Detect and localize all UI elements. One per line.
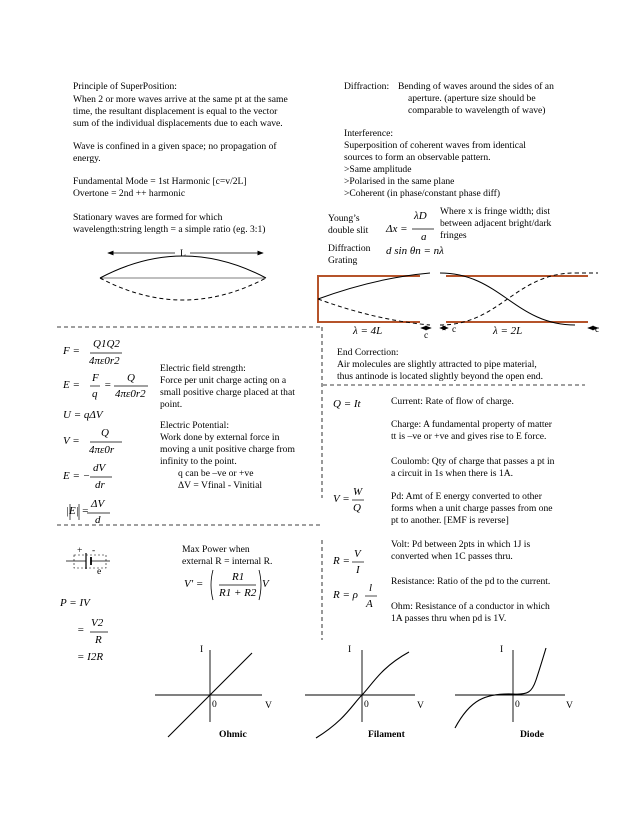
pd-definition: Pd: Amt of E energy converted to other	[391, 491, 542, 502]
grating-label: Diffraction	[328, 243, 371, 254]
grating-formula: d sin θn = nλ	[386, 245, 444, 257]
potential-line: infinity to the point.	[160, 456, 237, 467]
end-correction-title: End Correction:	[337, 347, 399, 358]
resistance-eq-den: I	[356, 564, 360, 576]
resistance-definition: Resistance: Ratio of the pd to the current.	[391, 576, 551, 587]
potential-line: Work done by external force in	[160, 432, 280, 443]
end-correction-line: thus antinode is located slightly beyond the open end.	[337, 371, 543, 382]
open-pipe-eq: λ = 2L	[493, 325, 523, 337]
end-correction-line: Air molecules are slightly attracted to pipe material,	[337, 359, 537, 370]
pd-definition: forms when a unit charge passes from one	[391, 503, 553, 514]
divider-eq-tail: V	[262, 578, 269, 590]
coulomb-law-lhs: F =	[63, 345, 80, 357]
coulomb-law-den: 4πε0r2	[89, 355, 120, 367]
uniform-field-lhs: |E| =	[66, 505, 89, 517]
charge-eq: Q = It	[333, 398, 361, 410]
superposition-line: sum of the individual displacements due to each wave.	[73, 118, 283, 129]
young-formula-num: λD	[414, 210, 427, 222]
volt-definition: Volt: Pd between 2pts in which 1J is	[391, 539, 531, 550]
charge-definition: tt is –ve or +ve and gives rise to E force.	[391, 431, 547, 442]
cell-emf: e	[97, 566, 102, 577]
charge-definition: Charge: A fundamental property of matter	[391, 419, 553, 430]
max-power-line: Max Power when	[182, 544, 250, 555]
diode-axis-y: I	[500, 644, 504, 655]
field-eq-num: Q	[127, 372, 135, 384]
field-eq-den: q	[92, 388, 98, 400]
filament-label: Filament	[368, 729, 405, 740]
cell-minus: -	[92, 545, 96, 556]
delta-v-note: ΔV = Vfinal - Vinitial	[178, 480, 263, 491]
diode-curve	[455, 648, 546, 728]
resistivity-eq-num: l	[369, 582, 373, 594]
stationary-line: Stationary waves are formed for which	[73, 212, 223, 223]
field-eq-equals: =	[104, 379, 112, 391]
pd-eq-lhs: V =	[333, 493, 350, 505]
interference-title: Interference:	[344, 128, 393, 139]
young-label: double slit	[328, 225, 369, 236]
coulomb-law-num: Q1Q2	[93, 338, 120, 350]
volt-definition: converted when 1C passes thru.	[391, 551, 513, 562]
young-desc: fringes	[440, 230, 467, 241]
resistance-eq-num: V	[354, 548, 361, 560]
interference-line: >Same amplitude	[344, 164, 412, 175]
resistance-eq-lhs: R =	[333, 555, 350, 567]
closed-pipe-eq: λ = 4L	[353, 325, 383, 337]
filament-axis-y: I	[348, 644, 352, 655]
power-eq2-num: V2	[91, 617, 104, 629]
power-eq3: = I2R	[77, 651, 104, 663]
potential-eq-num: Q	[101, 427, 109, 439]
young-label: Young’s	[328, 213, 360, 224]
filament-axis-x: V	[417, 700, 424, 711]
resistivity-eq-den: A	[366, 598, 373, 610]
ohmic-origin: 0	[212, 699, 217, 710]
end-correction-c: c	[424, 330, 429, 341]
ohmic-label: Ohmic	[219, 729, 247, 740]
superposition-title: Principle of SuperPosition:	[73, 81, 177, 92]
max-power-line: external R = internal R.	[182, 556, 273, 567]
power-eq2-den: R	[95, 634, 102, 646]
diffraction-line: Bending of waves around the sides of an	[398, 81, 554, 92]
potential-line: moving a unit positive charge from	[160, 444, 295, 455]
pd-definition: pt to another. [EMF is reverse]	[391, 515, 509, 526]
cell-plus: +	[77, 545, 83, 556]
energy-eq: U = qΔV	[63, 409, 103, 421]
current-definition: Current: Rate of flow of charge.	[391, 396, 514, 407]
coulomb-definition: Coulomb: Qty of charge that passes a pt in	[391, 456, 555, 467]
interference-line: Superposition of coherent waves from identical	[344, 140, 526, 151]
ohm-definition: 1A passes thru when pd is 1V.	[391, 613, 507, 624]
superposition-line: time, the resultant displacement is equal to the vector	[73, 106, 278, 117]
potential-eq-den: 4πε0r	[89, 444, 115, 456]
pd-eq-num: W	[353, 486, 363, 498]
diode-axis-x: V	[566, 700, 573, 711]
superposition-line: When 2 or more waves arrive at the same pt at the same	[73, 94, 288, 105]
ohmic-axis-x: V	[265, 700, 272, 711]
gradient-eq-lhs: E = −	[63, 470, 91, 482]
diffraction-line: comparable to wavelength of wave)	[408, 105, 546, 116]
end-correction-c: c	[452, 324, 457, 335]
field-strength-line: point.	[160, 399, 183, 410]
diode-label: Diode	[520, 729, 544, 740]
potential-eq-lhs: V =	[63, 435, 80, 447]
field-strength-line: small positive charge placed at that	[160, 387, 295, 398]
ohmic-axis-y: I	[200, 644, 204, 655]
uniform-field-num: ΔV	[91, 498, 105, 510]
resistivity-eq-lhs: R = ρ	[333, 589, 358, 601]
young-formula-lhs: Δx =	[386, 223, 408, 235]
string-length-label: L	[180, 248, 186, 259]
filament-origin: 0	[364, 699, 369, 710]
divider-eq-den: R1 + R2	[219, 587, 257, 599]
potential-line: Electric Potential:	[160, 420, 229, 431]
interference-line: >Polarised in the same plane	[344, 176, 455, 187]
fundamental-mode: Fundamental Mode = 1st Harmonic [c=v/2L]	[73, 176, 247, 187]
diffraction-label: Diffraction:	[344, 81, 390, 92]
interference-line: sources to form an observable pattern.	[344, 152, 491, 163]
field-strength-line: Force per unit charge acting on a	[160, 375, 287, 386]
field-eq-den: 4πε0r2	[115, 388, 146, 400]
grating-label: Grating	[328, 255, 358, 266]
diode-origin: 0	[515, 699, 520, 710]
coulomb-definition: a circuit in 1s when there is 1A.	[391, 468, 514, 479]
young-desc: between adjacent bright/dark	[440, 218, 552, 229]
interference-line: >Coherent (in phase/constant phase diff)	[344, 188, 501, 199]
charge-sign-note: q can be –ve or +ve	[178, 468, 254, 479]
young-desc: Where x is fringe width; dist	[440, 206, 551, 217]
divider-eq-lhs: V′ =	[184, 578, 204, 590]
overtone: Overtone = 2nd ++ harmonic	[73, 188, 186, 199]
young-formula-den: a	[421, 231, 427, 243]
ohm-definition: Ohm: Resistance of a conductor in which	[391, 601, 550, 612]
power-eq: P = IV	[60, 597, 90, 609]
uniform-field-den: d	[95, 514, 101, 526]
gradient-eq-den: dr	[95, 479, 105, 491]
confined-line: energy.	[73, 153, 101, 164]
power-eq2-lhs: =	[77, 624, 85, 636]
diffraction-line: aperture. (aperture size should be	[408, 93, 536, 104]
pd-eq-den: Q	[353, 502, 361, 514]
end-correction-c: c	[595, 324, 600, 335]
field-eq-num: F	[92, 372, 99, 384]
divider-eq-num: R1	[232, 571, 245, 583]
field-eq-lhs: E =	[63, 379, 80, 391]
stationary-line: wavelength:string length = a simple ratio (eg. 3:1)	[73, 224, 266, 235]
field-strength-line: Electric field strength:	[160, 363, 246, 374]
gradient-eq-num: dV	[93, 462, 106, 474]
confined-line: Wave is confined in a given space; no propagation of	[73, 141, 277, 152]
